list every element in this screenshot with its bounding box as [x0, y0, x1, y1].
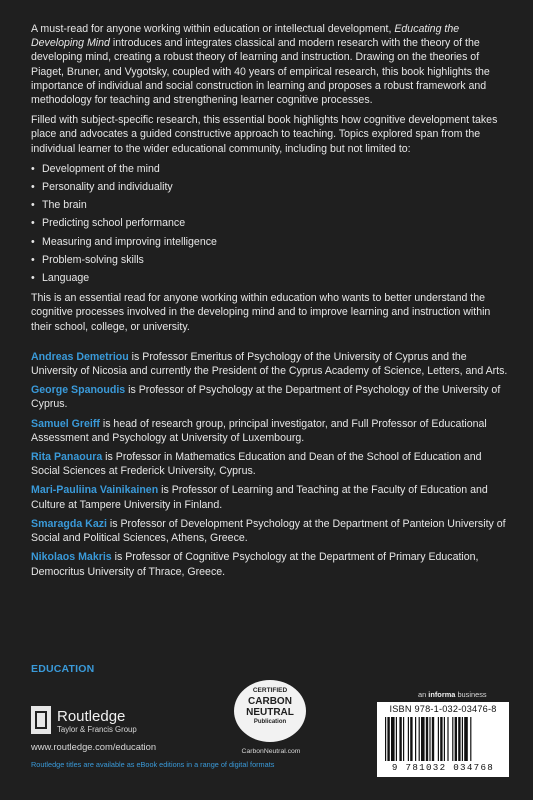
- informa-business-tagline: an informa business: [418, 690, 487, 699]
- intro-paragraph-1: [31, 22, 509, 107]
- barcode-stripe: [447, 717, 448, 761]
- topic-item: • Measuring and improving intelligence: [31, 235, 509, 249]
- carbon-neutral-url: CarbonNeutral.com: [241, 748, 301, 755]
- ebook-note: Routledge titles are available as eBook editions in a range of digital formats: [31, 760, 275, 769]
- barcode-stripe: [444, 717, 445, 761]
- author-bio: [31, 417, 509, 445]
- author-name: Samuel Greiff: [31, 417, 100, 430]
- barcode-digits: 9 781032 034768: [391, 762, 495, 773]
- author-description: is head of research group, principal investigator, and Full Professor of Educational Assessment and Psychology at University of Luxembourg.: [31, 417, 487, 444]
- barcode-stripe: [455, 717, 457, 761]
- author-bio: [31, 450, 509, 478]
- author-description: is Professor of Development Psychology at the Department of Panteion University of Social and Political Sciences, Athens, Greece.: [31, 517, 506, 545]
- author-bio: [31, 350, 509, 378]
- barcode-stripe: [421, 717, 425, 761]
- author-name: Nikolaos Makris: [31, 551, 112, 564]
- topic-item: • Personality and individuality: [31, 180, 509, 194]
- author-name: Rita Panaoura: [31, 451, 103, 464]
- barcode-stripe: [396, 717, 397, 761]
- publisher-url: www.routledge.com/education: [31, 741, 157, 752]
- barcode-stripe: [408, 717, 409, 761]
- barcode-stripe: [429, 717, 430, 761]
- topic-list: [31, 162, 509, 285]
- intro-paragraph-3: This is an essential read for anyone working within education who wants to better understand the cognitive processes involved in the developing mind and to improve learning and instruction within their school, college, or university.: [31, 292, 491, 333]
- barcode-stripe: [387, 717, 389, 761]
- author-bio: [31, 383, 509, 411]
- barcode-stripe: [438, 717, 439, 761]
- topic-item: • Development of the mind: [31, 162, 509, 176]
- intro-paragraph-2: Filled with subject-specific research, this essential book highlights how cognitive development takes place and advocates a guided constructive approach to teaching. Topics explored span from the individual learner to the wider educational community, including but not limited to:: [31, 114, 498, 155]
- routledge-logo-icon: [31, 706, 51, 734]
- publisher-group: Taylor & Francis Group: [57, 725, 137, 734]
- author-bio: [31, 550, 509, 578]
- author-description: is Professor Emeritus of Psychology of the University of Cyprus and the University of Nicosia and currently the President of the Cyprus Academy of Science, Letters, and Arts.: [31, 350, 508, 378]
- barcode-stripe: [415, 717, 416, 761]
- cover-text: [31, 22, 509, 584]
- topic-item: • Predicting school performance: [31, 216, 509, 230]
- author-name: Smaragda Kazi: [31, 517, 107, 530]
- author-bios: [31, 350, 509, 579]
- barcode-stripe: [470, 717, 471, 761]
- author-bio: [31, 517, 509, 545]
- author-name: George Spanoudis: [31, 384, 126, 397]
- barcode-stripe: [458, 717, 460, 761]
- subject-category: EDUCATION: [31, 663, 95, 675]
- author-description: is Professor of Learning and Teaching at the Faculty of Education and Culture at Tampere University in Finland.: [31, 484, 488, 511]
- barcode-stripe: [464, 717, 468, 761]
- intro-text: introduces and integrates classical and modern research with the theory of the developing mind, creating a robust theory of learning and instruction. Drawing on the theories of Piaget, Bruner, and Vygotsky, coupled with 40 years of empirical research, this book highlights the importance of individual and social construction in learning and proposes a robust framework and methodology for teaching and strengthening learner cognitive processes.: [31, 37, 490, 107]
- publisher-name: Routledge: [57, 708, 126, 725]
- author-bio: [31, 483, 509, 511]
- author-name: Mari-Pauliina Vainikainen: [31, 484, 159, 497]
- intro-text: A must-read for anyone working within education or intellectual development,: [31, 23, 395, 35]
- barcode-stripe: [385, 717, 386, 761]
- barcode-stripe: [452, 717, 453, 761]
- isbn-barcode: [377, 702, 509, 777]
- barcode-stripe: [403, 717, 404, 761]
- barcode-stripe: [462, 717, 463, 761]
- isbn-number: ISBN 978-1-032-03476-8: [389, 704, 497, 714]
- barcode-stripe: [399, 717, 401, 761]
- topic-item: • Problem-solving skills: [31, 253, 509, 267]
- author-description: is Professor in Mathematics Education and Dean of the School of Education and Social Sciences at Frederick University, Cyprus.: [31, 451, 482, 478]
- topic-item: • The brain: [31, 198, 509, 212]
- barcode-stripe: [432, 717, 434, 761]
- barcode-stripe: [426, 717, 428, 761]
- barcode-stripe: [410, 717, 412, 761]
- carbon-neutral-badge-icon: CERTIFIED CARBON NEUTRAL Publication: [234, 680, 306, 742]
- author-description: is Professor of Cognitive Psychology at the Department of Primary Education, Democritus University of Thrace, Greece.: [31, 551, 479, 578]
- topic-item: • Language: [31, 271, 509, 285]
- barcode-icon: [385, 717, 501, 761]
- book-title: Educating the Developing Mind: [31, 23, 460, 50]
- author-name: Andreas Demetriou: [31, 350, 129, 363]
- barcode-stripe: [419, 717, 420, 761]
- barcode-stripe: [391, 717, 395, 761]
- barcode-stripe: [440, 717, 442, 761]
- author-description: is Professor of Psychology at the Department of Psychology of the University of Cyprus.: [31, 384, 501, 411]
